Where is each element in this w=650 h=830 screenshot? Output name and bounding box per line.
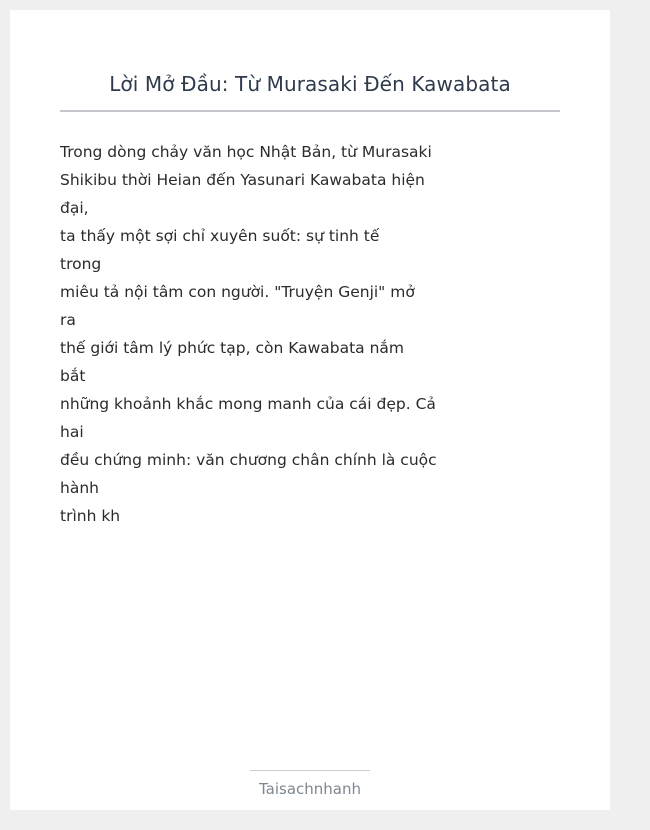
footer-divider [250, 770, 370, 771]
body-line: Shikibu thời Heian đến Yasunari Kawabata hiện [60, 171, 425, 189]
body-line: hai [60, 423, 84, 441]
body-line: bắt [60, 367, 86, 385]
body-line: thế giới tâm lý phức tạp, còn Kawabata nắm [60, 339, 405, 357]
body-line: ra [60, 311, 76, 329]
body-line: miêu tả nội tâm con người. "Truyện Genji" mở [60, 283, 415, 301]
body-line: Trong dòng chảy văn học Nhật Bản, từ Murasaki [60, 143, 432, 161]
body-line: đại, [60, 199, 89, 217]
body-line: ta thấy một sợi chỉ xuyên suốt: sự tinh tế [60, 227, 380, 245]
document-page [10, 10, 610, 810]
body-line: đều chứng minh: văn chương chân chính là cuộc [60, 451, 437, 469]
title-divider [60, 110, 560, 112]
body-text [60, 138, 437, 530]
body-line: trong [60, 255, 102, 273]
body-line: những khoảnh khắc mong manh của cái đẹp. Cả [60, 395, 436, 413]
body-line: hành [60, 479, 99, 497]
page-title: Lời Mở Đầu: Từ Murasaki Đến Kawabata [109, 72, 511, 96]
footer-brand: Taisachnhanh [258, 780, 362, 798]
body-line: trình kh [60, 507, 121, 525]
